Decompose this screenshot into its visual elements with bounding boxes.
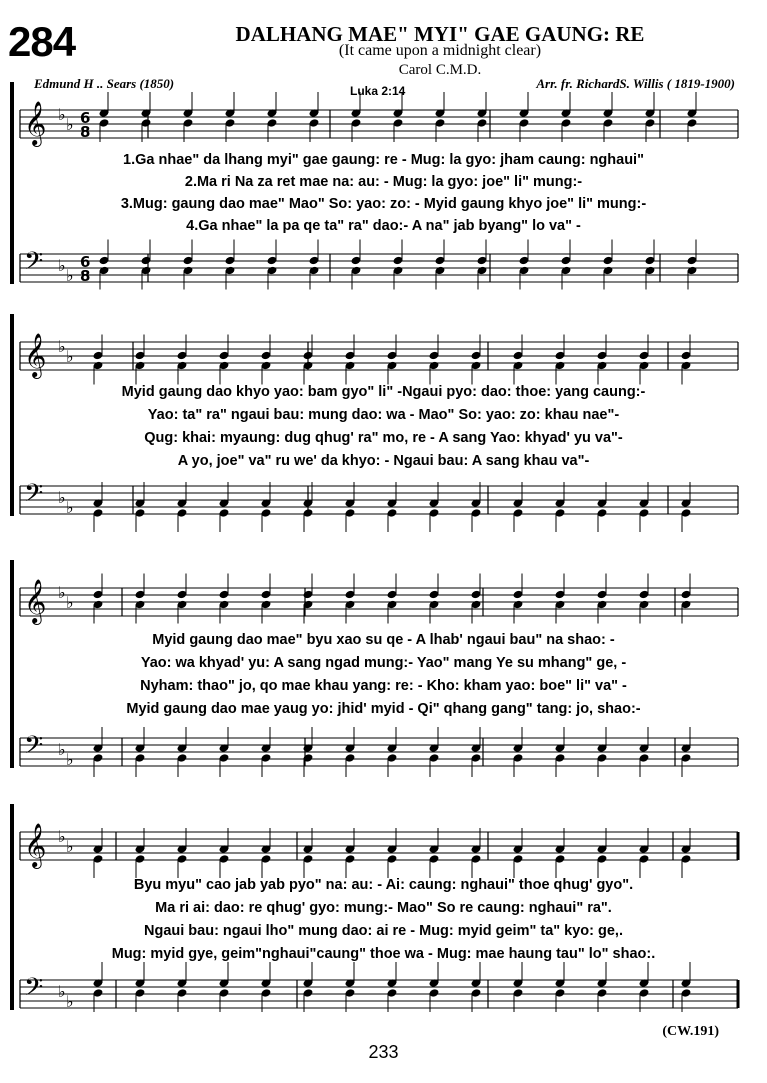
arranger-credit: Arr. fr. RichardS. Willis ( 1819-1900) — [536, 76, 735, 91]
lyric-line: 2.Ma ri Na za ret mae na: au: - Mug: la gyo: joe" li" mung:- — [184, 174, 583, 190]
lyric-line: Qug: khai: myaung: dug qhug' ra" mo, re - A sang Yao: khyad' yu va"- — [144, 430, 623, 446]
bass-clef-icon: 𝄢 — [24, 479, 44, 514]
flat-icon: ♭ — [66, 115, 74, 134]
lyric-line: Byu myu" cao jab yab pyo" na: au: - Ai: caung: nghaui" thoe qhug' gyo". — [133, 877, 634, 893]
hymn-subtitle: (It came upon a midnight clear) — [338, 42, 542, 59]
flat-icon: ♭ — [58, 256, 66, 275]
treble-clef-icon: 𝄞 — [24, 823, 47, 867]
flat-icon: ♭ — [58, 740, 66, 759]
flat-icon: ♭ — [66, 593, 74, 612]
treble-clef-icon: 𝄞 — [24, 101, 47, 145]
lyric-line: Myid gaung dao mae" byu xao su qe - A lhab' ngaui bau" na shao: - — [152, 632, 615, 648]
treble-clef-icon: 𝄞 — [24, 579, 47, 623]
treble-clef-icon: 𝄞 — [24, 333, 47, 377]
bass-clef-icon: 𝄢 — [24, 247, 44, 282]
lyric-line: Mug: myid gye, geim"nghaui"caung" thoe wa - Mug: mae haung tau" lo" shao:. — [111, 946, 656, 962]
lyric-line: Ngaui bau: ngaui lho" mung dao: ai re - Mug: myid geim" ta" kyo: ge,. — [143, 923, 623, 939]
flat-icon: ♭ — [66, 498, 74, 517]
lyric-line: 1.Ga nhae" da lhang myi" gae gaung: re - Mug: la gyo: jham caung: nghaui" — [123, 152, 644, 168]
flat-icon: ♭ — [66, 347, 74, 366]
lyric-line: 3.Mug: gaung dao mae" Mao" So: yao: zo: - Myid gaung khyo joe" li" mung:- — [120, 196, 647, 212]
flat-icon: ♭ — [66, 266, 74, 285]
lyric-line: Yao: wa khyad' yu: A sang ngad mung:- Yao" mang Ye su mhang" ge, - — [140, 655, 627, 671]
hymn-code: (CW.191) — [662, 1024, 719, 1039]
hymn-number: 284 — [8, 18, 76, 65]
lyric-line: A yo, joe" va" ru we' da khyo: - Ngaui bau: A sang khau va"- — [177, 453, 590, 469]
flat-icon: ♭ — [58, 583, 66, 602]
flat-icon: ♭ — [66, 750, 74, 769]
flat-icon: ♭ — [58, 982, 66, 1001]
page-number: 233 — [368, 1042, 399, 1062]
tune-meter: Carol C.M.D. — [398, 62, 482, 78]
flat-icon: ♭ — [66, 837, 74, 856]
hymn-title: DALHANG MAE" MYI" GAE GAUNG: RE — [235, 22, 645, 46]
lyric-line: Myid gaung dao khyo yao: bam gyo" li" -Ngaui pyo: dao: thoe: yang caung:- — [121, 384, 646, 400]
lyric-line: Yao: ta" ra" ngaui bau: mung dao: wa - Mao" So: yao: zo: khau nae"- — [147, 407, 620, 423]
bass-clef-icon: 𝄢 — [24, 973, 44, 1008]
time-signature: 6 — [80, 109, 91, 127]
flat-icon: ♭ — [58, 488, 66, 507]
lyric-line: Myid gaung dao mae yaug yo: jhid' myid - Qi" qhang gang" tang: jo, shao:- — [126, 701, 641, 717]
lyric-line: Ma ri ai: dao: re qhug' gyo: mung:- Mao" So re caung: nghaui" ra". — [155, 900, 612, 916]
time-signature: 8 — [80, 267, 91, 285]
time-signature: 6 — [80, 253, 91, 271]
lyric-line: Nyham: thao" jo, qo mae khau yang: re: - Kho: kham yao: boe" li" va" - — [140, 678, 627, 694]
time-signature: 8 — [80, 123, 91, 141]
flat-icon: ♭ — [58, 827, 66, 846]
lyric-line: 4.Ga nhae" la pa qe ta" ra" dao:- A na" jab byang" lo va" - — [186, 218, 581, 234]
bass-clef-icon: 𝄢 — [24, 731, 44, 766]
scripture-reference: Luka 2:14 — [350, 84, 406, 98]
flat-icon: ♭ — [66, 992, 74, 1011]
flat-icon: ♭ — [58, 105, 66, 124]
flat-icon: ♭ — [58, 337, 66, 356]
author-credit: Edmund H .. Sears (1850) — [34, 76, 175, 91]
